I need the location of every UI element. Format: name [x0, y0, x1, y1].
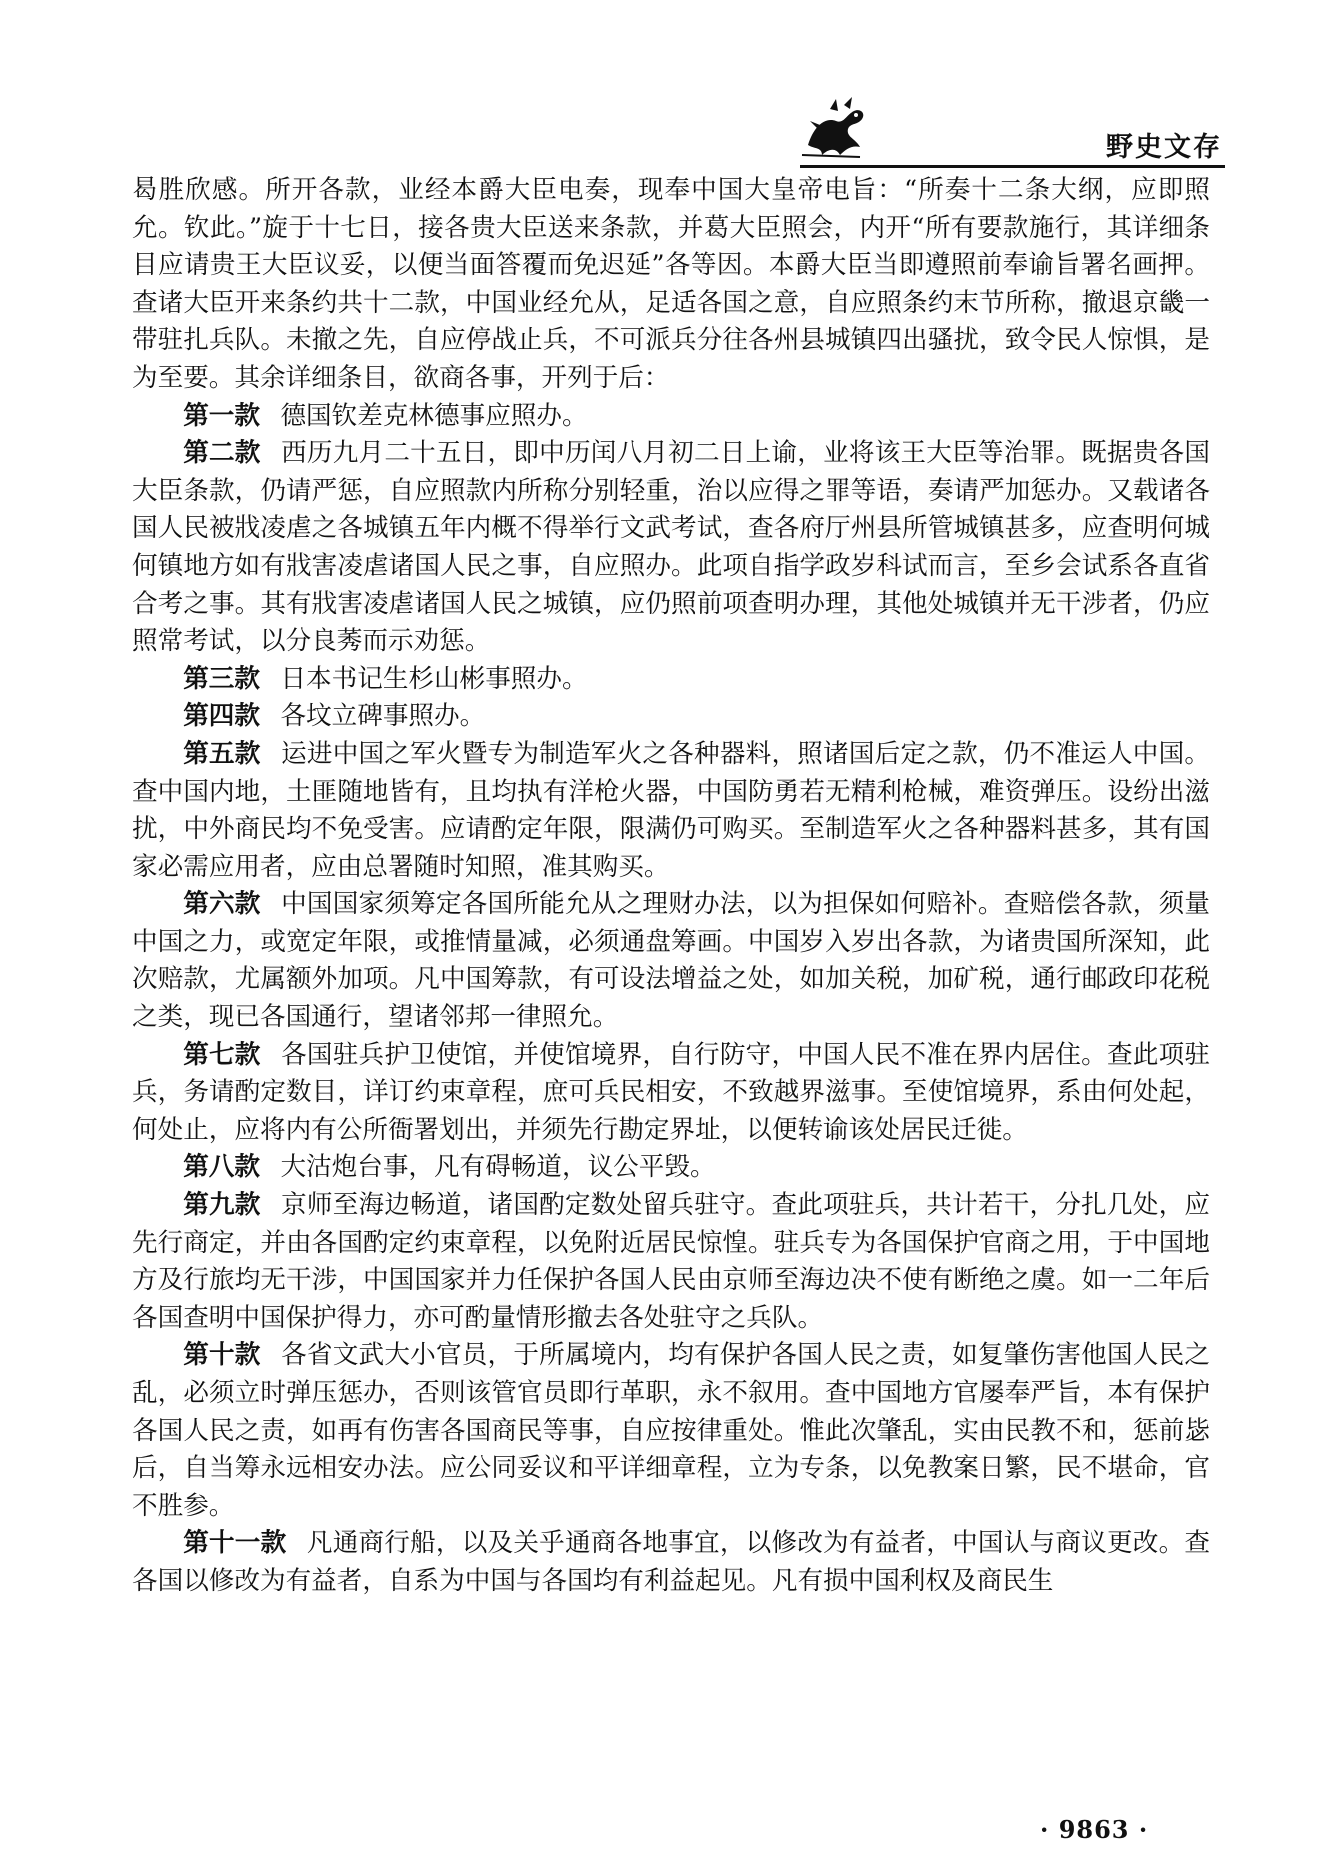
clause-label: 第三款: [183, 663, 260, 694]
clause-label: 第九款: [183, 1190, 261, 1221]
clause-paragraph: [132, 398, 1210, 436]
clause-text: 各国驻兵护卫使馆，并使馆境界，自行防守，中国人民不准在界内居住。查此项驻兵，务请酌定数目，详订约束章程，庶可兵民相安，不致越界滋事。至使馆境界，系由何处起，何处止，应将内有公所衙署划出，并须先行勘定界址，以便转谕该处居民迁徙。: [132, 1039, 1210, 1145]
clause-paragraph: [132, 661, 1210, 699]
body-text: [132, 172, 1210, 1601]
clause-text: 中国国家须筹定各国所能允从之理财办法，以为担保如何赔补。查赔偿各款，须量中国之力，或宽定年限，或推情量减，必须通盘筹画。中国岁入岁出各款，为诸贵国所深知，此次赔款，尤属额外加项。凡中国筹款，有可设法增益之处，如加关税，加矿税，通行邮政印花税之类，现已各国通行，望诸邻邦一律照允。: [132, 889, 1210, 1033]
clause-text: 德国钦差克林德事应照办。: [280, 400, 588, 431]
intro-paragraph: 曷胜欣感。所开各款，业经本爵大臣电奏，现奉中国大皇帝电旨：“所奏十二条大纲，应即照允。钦此。”旋于十七日，接各贵大臣送来条款，并葛大臣照会，内开“所有要款施行，其详细条目应请贵王大臣议妥，以便当面答覆而免迟延”各等因。本爵大臣当即遵照前奉谕旨署名画押。查诸大臣开来条约共十二款，中国业经允从，足适各国之意，自应照条约末节所称，撤退京畿一带驻扎兵队。未撤之先，自应停战止兵，不可派兵分往各州县城镇四出骚扰，致令民人惊惧，是为至要。其余详细条目，欲商各事，开列于后：: [132, 175, 1210, 393]
clause-text: 运进中国之军火暨专为制造军火之各种器料，照诸国后定之款，仍不准运人中国。查中国内地，土匪随地皆有，且均执有洋枪火器，中国防勇若无精利枪械，难资弹压。设纷出滋扰，中外商民均不免受害。应请酌定年限，限满仍可购买。至制造军火之各种器料甚多，其有国家必需应用者，应由总署随时知照，准其购买。: [132, 738, 1210, 882]
page-header: [0, 0, 1322, 175]
clause-paragraph: [132, 1337, 1210, 1525]
clause-paragraph: [132, 736, 1210, 886]
clause-label: 第一款: [183, 400, 260, 431]
clause-label: 第四款: [183, 701, 260, 732]
clause-paragraph: [132, 1525, 1210, 1600]
clause-text: 各省文武大小官员，于所属境内，均有保护各国人民之责，如复肇伤害他国人民之乱，必须立时弹压惩办，否则该管官员即行革职，永不叙用。查中国地方官屡奉严旨，本有保护各国人民之责，如再有伤害各国商民等事，自应按律重处。惟此次肇乱，实由民教不和，惩前毖后，自当筹永远相安办法。应公同妥议和平详细章程，立为专条，以免教案日繁，民不堪命，官不胜参。: [132, 1340, 1210, 1521]
clause-label: 第六款: [183, 889, 261, 920]
clause-paragraph: [132, 1187, 1210, 1337]
clause-text: 日本书记生杉山彬事照办。: [280, 663, 588, 694]
clause-text: 京师至海边畅道，诸国酌定数处留兵驻守。查此项驻兵，共计若干，分扎几处，应先行商定，并由各国酌定约束章程，以免附近居民惊惶。驻兵专为各国保护官商之用，于中国地方及行旅均无干涉，中国国家并力任保护各国人民由京师至海边决不使有断绝之虞。如一二年后各国查明中国保护得力，亦可酌量情形撤去各处驻守之兵队。: [132, 1190, 1210, 1333]
clause-text: 大沽炮台事，凡有碍畅道，议公平毁。: [280, 1152, 716, 1183]
clause-paragraph: [132, 1149, 1210, 1187]
clause-label: 第五款: [183, 738, 261, 769]
dragon-icon: [800, 95, 870, 165]
clause-text: 凡通商行船，以及关乎通商各地事宜，以修改为有益者，中国认与商议更改。查各国以修改为有益者，自系为中国与各国均有利益起见。凡有损中国利权及商民生: [132, 1528, 1210, 1596]
clause-label: 第八款: [183, 1152, 260, 1183]
clause-paragraph: [132, 1037, 1210, 1150]
clause-text: 西历九月二十五日，即中历闰八月初二日上谕，业将该王大臣等治罪。既据贵各国大臣条款，仍请严惩，自应照款内所称分别轻重，治以应得之罪等语，奏请严加惩办。又载诸各国人民被戕凌虐之各城镇五年内概不得举行文武考试，查各府厅州县所管城镇甚多，应查明何城何镇地方如有戕害凌虐诸国人民之事，自应照办。此项自指学政岁科试而言，至乡会试系各直省合考之事。其有戕害凌虐诸国人民之城镇，应仍照前项查明办理，其他处城镇并无干涉者，仍应照常考试，以分良莠而示劝惩。: [132, 438, 1210, 657]
clause-label: 第七款: [183, 1039, 261, 1070]
clause-label: 第十款: [183, 1340, 261, 1371]
clause-paragraph: [132, 435, 1210, 661]
clause-label: 第十一款: [183, 1528, 287, 1559]
page-number: · 9863 ·: [1040, 1815, 1149, 1844]
header-title: 野史文存: [1106, 132, 1222, 163]
clause-label: 第二款: [183, 438, 261, 469]
header-rule: [800, 165, 1225, 168]
clause-text: 各坟立碑事照办。: [280, 701, 486, 732]
clause-paragraph: [132, 886, 1210, 1036]
clause-paragraph: [132, 698, 1210, 736]
